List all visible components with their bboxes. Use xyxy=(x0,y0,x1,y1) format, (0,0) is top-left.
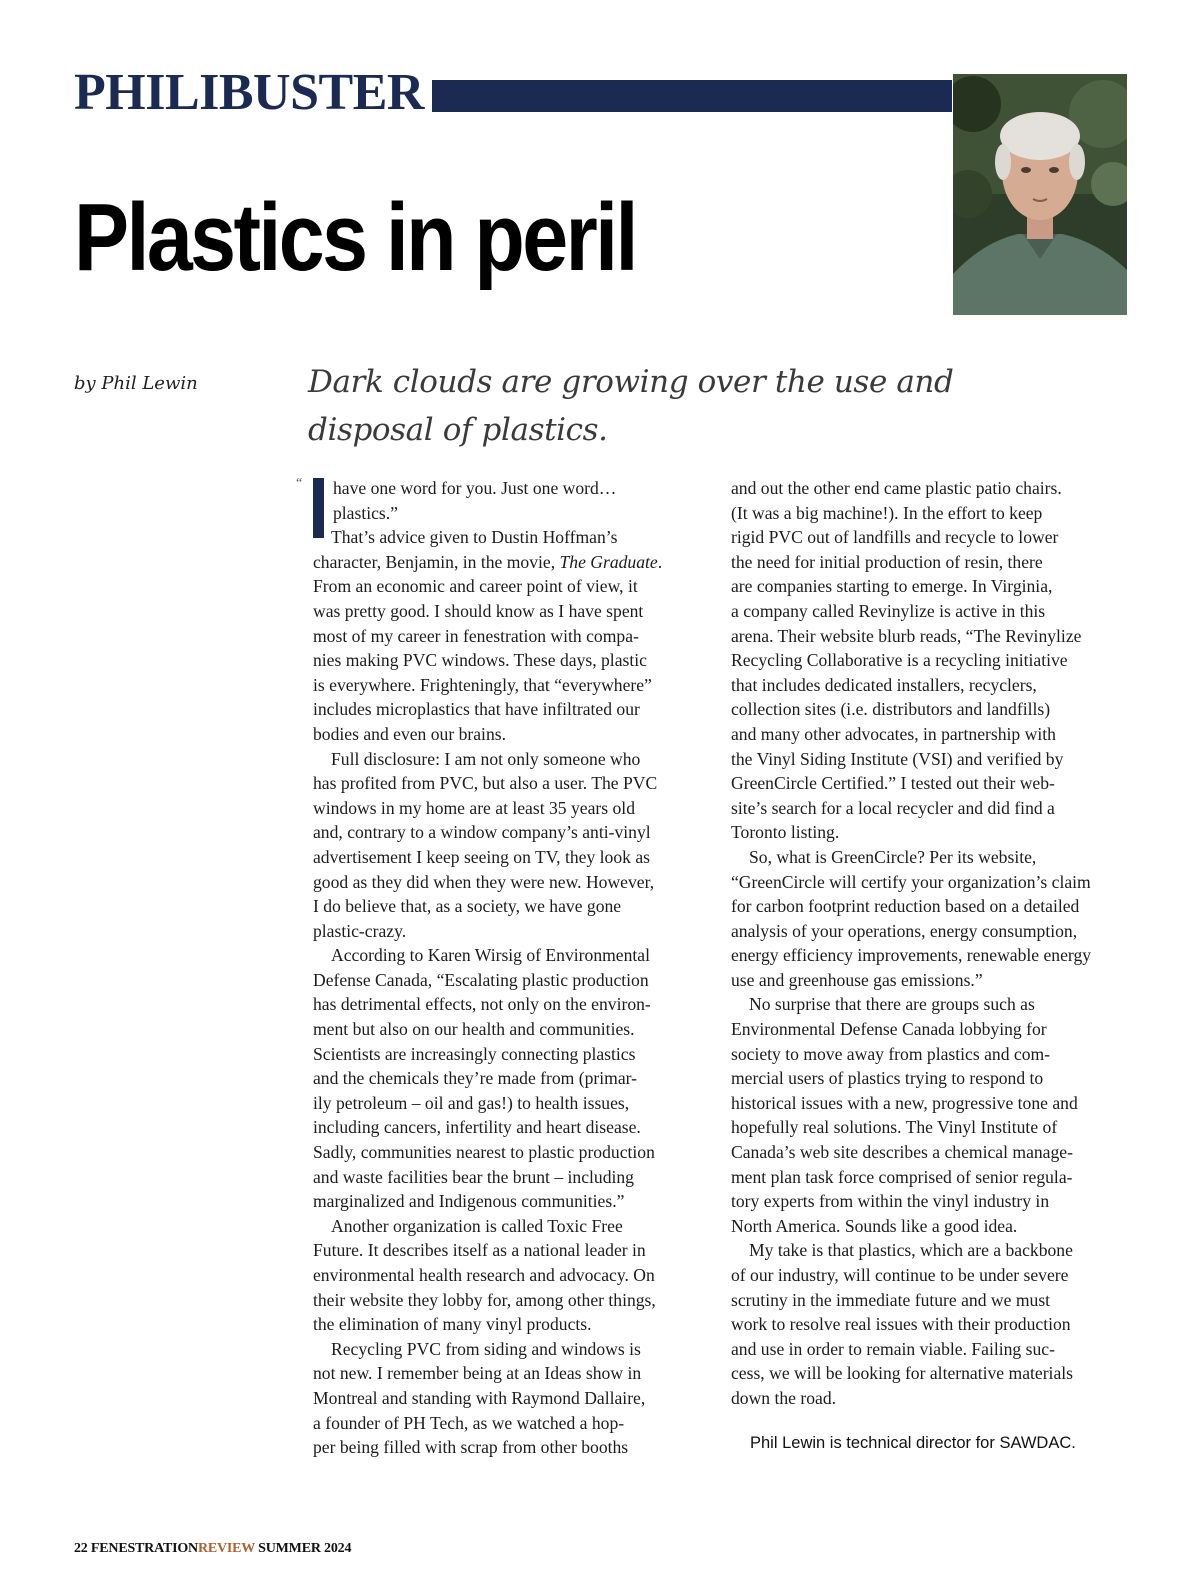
movie-title: The Graduate xyxy=(559,551,658,572)
paragraph-continued: has profited from PVC, but also a user. The PVC windows in my home are at least 35 years old and, contrary to a window company’s anti-vinyl advertisement I keep seeing on TV, they look as good as they did when they were new. However, I do believe that, as a society, we have gone plastic-crazy. xyxy=(313,773,658,941)
author-bio: Phil Lewin is technical director for SAWDAC. xyxy=(750,1434,1076,1452)
paragraph: Another organization is called Toxic Free xyxy=(331,1215,623,1236)
article-column-1 xyxy=(313,476,709,1460)
paragraph: Recycling PVC from siding and windows is xyxy=(331,1338,641,1359)
publication-name: FENESTRATIONREVIEW xyxy=(90,1541,255,1556)
paragraph: According to Karen Wirsig of Environmental xyxy=(331,945,650,966)
article-column-2 xyxy=(731,476,1131,1411)
author-photo xyxy=(953,74,1127,315)
paragraph: That’s advice given to Dustin Hoffman’s xyxy=(331,527,618,548)
paragraph: have one word for you. Just one word… plastics.” xyxy=(333,478,617,523)
article-deck: Dark clouds are growing over the use and disposal of plastics. xyxy=(308,364,954,448)
paragraph-continued: not new. I remember being at an Ideas show in Montreal and standing with Raymond Dallaire, a founder of PH Tech, as we watched a hop- per being filled with scrap from other booths xyxy=(313,1363,646,1458)
paragraph: My take is that plastics, which are a backbone xyxy=(749,1240,1073,1261)
article-headline: Plastics in peril xyxy=(74,184,636,291)
issue-date: SUMMER 2024 xyxy=(258,1541,352,1556)
paragraph-continued: and out the other end came plastic patio chairs. (It was a big machine!). In the effort to keep rigid PVC out of landfills and recycle to lower the need for initial production of resin, there are companies starting to emerge. In Virginia, a company called Revinylize is active in this arena. Their website blurb reads, “The Revinylize Recycling Collaborative is a recycling initiative that includes dedicated installers, recyclers, collection sites (i.e. distributors and landfills) and many other advocates, in partnership with the Vinyl Siding Institute (VSI) and verified by GreenCircle Certified.” I tested out their web- site’s search for a local recycler and did find a Toronto listing. xyxy=(731,478,1082,843)
paragraph-continued: “GreenCircle will certify your organization’s claim for carbon footprint reduction based on a detailed analysis of your operations, energy consumption, energy efficiency improvements, renewable energy use and greenhouse gas emissions.” xyxy=(731,871,1092,990)
paragraph: Full disclosure: I am not only someone who xyxy=(331,748,641,769)
paragraph-continued: Defense Canada, “Escalating plastic production has detrimental effects, not only on the environ- ment but also on our health and communities. Scientists are increasingly connecting plastics and the chemicals they’re made from (primar- ily petroleum – oil and gas!) to health issues, including cancers, infertility and heart disease. Sadly, communities nearest to plastic production and waste facilities bear the brunt – including marginalized and Indigenous communities.” xyxy=(313,969,655,1212)
page-footer xyxy=(74,1541,351,1557)
paragraph-continued: Future. It describes itself as a national leader in environmental health research and advocacy. On their website they lobby for, among other things, the elimination of many vinyl products. xyxy=(313,1240,656,1335)
paragraph-continued: Environmental Defense Canada lobbying for society to move away from plastics and com- mercial users of plastics trying to respond to historical issues with a new, progressive tone and hopefully real solutions. The Vinyl Institute of Canada’s web site describes a chemical manage- ment plan task force comprised of senior regula- tory experts from within the vinyl industry in North America. Sounds like a good idea. xyxy=(731,1019,1078,1236)
paragraph: So, what is GreenCircle? Per its website, xyxy=(749,846,1037,867)
opening-quote-mark: “ xyxy=(296,476,303,491)
section-rule xyxy=(432,80,952,112)
paragraph-continued: of our industry, will continue to be under severe scrutiny in the immediate future and we must work to resolve real issues with their production and use in order to remain viable. Failing suc- cess, we will be looking for alternative materials down the road. xyxy=(731,1265,1073,1408)
byline: by Phil Lewin xyxy=(74,373,198,394)
page-number: 22 xyxy=(74,1541,88,1556)
paragraph-continued: character, Benjamin, in the movie, The Graduate. From an economic and career point of view, it was pretty good. I should know as I have spent most of my career in fenestration with compa- nies making PVC windows. These days, plastic is everywhere. Frighteningly, that “everywhere” includes microplastics that have infiltrated our bodies and even our brains. xyxy=(313,551,663,744)
section-label: PHILIBUSTER xyxy=(74,64,424,121)
paragraph: No surprise that there are groups such as xyxy=(749,994,1035,1015)
